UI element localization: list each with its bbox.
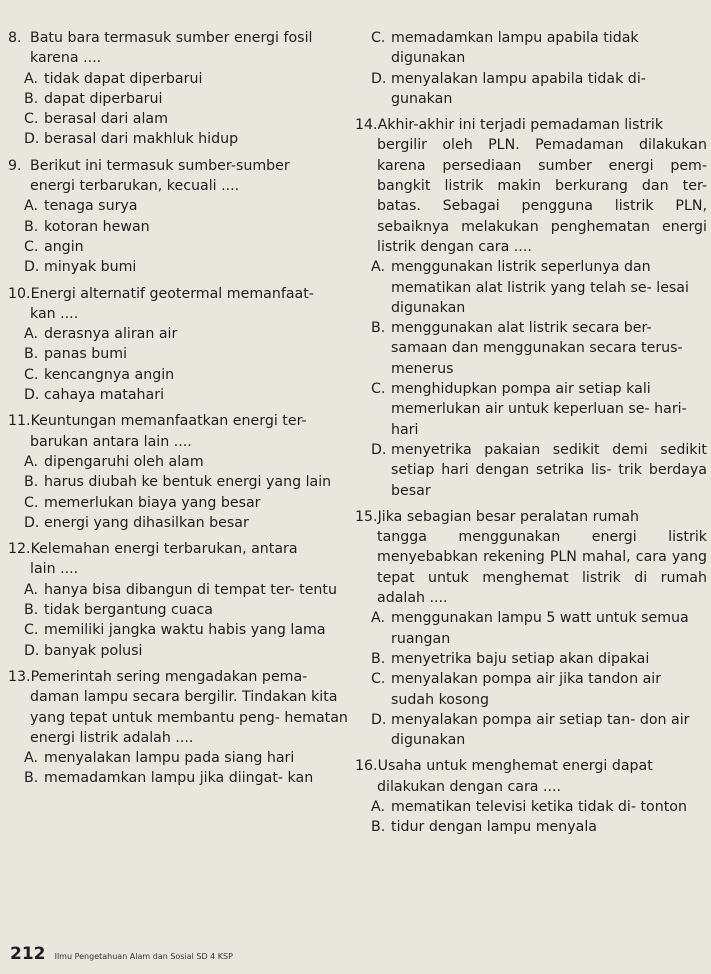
option-text: berasal dari alam — [44, 111, 168, 128]
option-c[interactable] — [8, 109, 350, 129]
option-text: memiliki jangka waktu habis yang lama — [44, 622, 326, 639]
question-number: 13. — [8, 668, 31, 685]
option-text: mematikan televisi ketika tidak di- tonton — [391, 798, 687, 815]
option-text: menyalakan lampu apabila tidak di- gunakan — [391, 70, 646, 107]
option-c[interactable] — [8, 365, 350, 385]
option-letter: B. — [371, 650, 386, 667]
option-text: menggunakan listrik seperlunya dan mematikan alat listrik yang telah se- lesai digunakan — [391, 259, 689, 316]
option-text: cahaya matahari — [44, 387, 165, 404]
option-letter: D. — [371, 70, 387, 87]
option-text: angin — [44, 238, 84, 255]
stem-continuation: tangga menggunakan energi listrik menyebabkan rekening PLN mahal, cara yang tepat untuk menghemat listrik di rumah adalah .... — [377, 529, 707, 607]
question-stem — [8, 28, 350, 48]
option-d[interactable] — [8, 385, 350, 405]
option-letter: D. — [24, 131, 40, 148]
option-c[interactable] — [355, 379, 707, 440]
question-13 — [8, 667, 350, 789]
option-letter: A. — [24, 70, 38, 87]
option-text: kencangnya angin — [44, 366, 175, 383]
option-text: hanya bisa dibangun di tempat ter- tentu — [44, 581, 337, 598]
option-text: kotoran hewan — [44, 218, 150, 235]
option-letter: C. — [24, 622, 39, 639]
stem-line: Batu bara termasuk sumber energi fosil — [30, 30, 313, 46]
option-letter: B. — [24, 346, 39, 363]
left-column — [8, 28, 350, 789]
option-text: berasal dari makhluk hidup — [44, 131, 239, 148]
option-a[interactable] — [8, 69, 350, 89]
option-d[interactable] — [8, 513, 350, 533]
option-text: tidak bergantung cuaca — [44, 602, 213, 619]
option-text: tidur dengan lampu menyala — [391, 819, 598, 836]
option-letter: B. — [24, 602, 39, 619]
option-text: minyak bumi — [44, 259, 137, 276]
option-letter: C. — [24, 366, 39, 383]
option-letter: A. — [371, 798, 385, 815]
option-a[interactable] — [8, 452, 350, 472]
question-number: 16. — [355, 758, 378, 775]
question-13-continued — [355, 28, 707, 109]
question-8 — [8, 28, 350, 150]
option-letter: D. — [24, 259, 40, 276]
option-b[interactable] — [8, 89, 350, 109]
option-letter: D. — [24, 642, 40, 659]
stem-continuation: energi terbarukan, kecuali .... — [30, 178, 240, 195]
option-c[interactable] — [8, 620, 350, 640]
option-letter: D. — [24, 514, 40, 531]
stem-line: Kelemahan energi terbarukan, antara — [30, 541, 298, 558]
option-a[interactable] — [355, 797, 707, 817]
option-d[interactable] — [8, 641, 350, 661]
option-letter: D. — [371, 441, 387, 458]
stem-continuation: lain .... — [30, 561, 79, 578]
question-number: 14. — [355, 117, 378, 134]
question-number: 10. — [8, 285, 31, 302]
question-number: 11. — [8, 413, 31, 430]
option-letter: D. — [24, 387, 40, 404]
option-d[interactable] — [8, 257, 350, 277]
question-number: 12. — [8, 541, 31, 558]
option-b[interactable] — [8, 472, 350, 492]
question-stem — [355, 756, 707, 776]
option-text: memerlukan biaya yang besar — [44, 494, 261, 511]
right-column — [355, 28, 707, 838]
question-15 — [355, 507, 707, 751]
option-letter: C. — [24, 238, 39, 255]
stem-continuation: kan .... — [30, 305, 79, 322]
option-text: memadamkan lampu apabila tidak digunakan — [391, 30, 639, 67]
option-b[interactable] — [355, 817, 707, 837]
question-10 — [8, 284, 350, 406]
option-d[interactable] — [355, 710, 707, 751]
option-text: dipengaruhi oleh alam — [44, 453, 204, 470]
question-stem — [8, 539, 350, 559]
stem-line: Berikut ini termasuk sumber-sumber — [30, 157, 290, 174]
option-text: derasnya aliran air — [44, 326, 178, 343]
option-b[interactable] — [355, 318, 707, 379]
question-stem — [8, 667, 350, 687]
question-stem — [8, 284, 350, 304]
option-a[interactable] — [8, 324, 350, 344]
option-text: banyak polusi — [44, 642, 143, 659]
option-b[interactable] — [8, 344, 350, 364]
book-source: Ilmu Pengetahuan Alam dan Sosial SD 4 KSP — [54, 952, 233, 961]
question-12 — [8, 539, 350, 661]
stem-continuation: bergilir oleh PLN. Pemadaman dilakukan karena persediaan sumber energi pem- bangkit listrik makin berkurang dan ter- batas. Sebagai pengguna listrik PLN, sebaiknya melakukan penghematan energi listrik dengan cara .... — [377, 137, 707, 255]
option-d[interactable] — [355, 440, 707, 501]
option-letter: A. — [371, 610, 385, 627]
option-d[interactable] — [8, 129, 350, 149]
option-text: tidak dapat diperbarui — [44, 70, 203, 87]
option-letter: B. — [24, 770, 39, 787]
option-text: menyetrika pakaian sedikit demi sedikit setiap hari dengan setrika lis- trik berdaya besar — [391, 441, 707, 499]
option-text: menghidupkan pompa air setiap kali memerlukan air untuk keperluan se- hari-hari — [391, 381, 687, 438]
option-text: panas bumi — [44, 346, 128, 363]
option-c[interactable] — [355, 669, 707, 710]
option-text: energi yang dihasilkan besar — [44, 514, 249, 531]
option-b[interactable] — [355, 649, 707, 669]
stem-line: Akhir-akhir ini terjadi pemadaman listrik — [377, 117, 664, 134]
option-c[interactable] — [8, 237, 350, 257]
option-text: memadamkan lampu jika diingat- kan — [44, 770, 314, 787]
page-footer — [10, 944, 233, 964]
page-number: 212 — [10, 944, 46, 964]
stem-line: Usaha untuk menghemat energi dapat — [377, 758, 653, 775]
option-letter: C. — [371, 381, 386, 398]
option-letter: B. — [371, 320, 386, 337]
option-letter: A. — [24, 198, 38, 215]
question-14 — [355, 115, 707, 501]
option-letter: B. — [371, 819, 386, 836]
option-text: tenaga surya — [44, 198, 138, 215]
option-text: dapat diperbarui — [44, 90, 163, 107]
question-11 — [8, 411, 350, 533]
option-letter: A. — [24, 581, 38, 598]
option-letter: B. — [24, 90, 39, 107]
option-letter: A. — [24, 453, 38, 470]
option-letter: C. — [24, 111, 39, 128]
stem-continuation: karena .... — [30, 50, 102, 67]
stem-line: Pemerintah sering mengadakan pema- — [30, 668, 308, 685]
question-stem — [8, 411, 350, 431]
option-letter: A. — [24, 326, 38, 343]
option-text: menyalakan pompa air setiap tan- don air digunakan — [391, 711, 690, 749]
stem-line: Jika sebagian besar peralatan rumah — [377, 508, 639, 525]
option-letter: A. — [371, 259, 385, 276]
option-a[interactable] — [355, 257, 707, 318]
stem-line: Energi alternatif geotermal memanfaat- — [30, 285, 314, 302]
option-letter: B. — [24, 474, 39, 491]
option-text: menyalakan pompa air jika tandon air sudah kosong — [391, 671, 662, 708]
option-a[interactable] — [8, 748, 350, 768]
option-b[interactable] — [8, 217, 350, 237]
stem-continuation: daman lampu secara bergilir. Tindakan kita yang tepat untuk membantu peng- hematan energi listrik adalah .... — [30, 689, 348, 746]
option-text: harus diubah ke bentuk energi yang lain — [44, 474, 332, 491]
option-a[interactable] — [8, 196, 350, 216]
question-9 — [8, 156, 350, 278]
option-b[interactable] — [8, 600, 350, 620]
question-number: 9. — [8, 157, 22, 174]
option-text: menyalakan lampu pada siang hari — [44, 750, 295, 767]
stem-line: Keuntungan memanfaatkan energi ter- — [30, 413, 307, 430]
stem-continuation: barukan antara lain .... — [30, 433, 192, 450]
option-a[interactable] — [8, 580, 350, 600]
question-stem — [8, 156, 350, 176]
option-a[interactable] — [355, 608, 707, 649]
question-stem — [355, 115, 707, 135]
option-c[interactable] — [355, 28, 707, 69]
option-d[interactable] — [355, 69, 707, 110]
question-stem — [355, 507, 707, 527]
question-number: 15. — [355, 508, 378, 525]
option-letter: B. — [24, 218, 39, 235]
option-letter: C. — [371, 671, 386, 688]
option-c[interactable] — [8, 493, 350, 513]
option-b[interactable] — [8, 768, 350, 788]
option-letter: C. — [24, 494, 39, 511]
option-text: menyetrika baju setiap akan dipakai — [391, 650, 650, 667]
option-text: menggunakan alat listrik secara ber- samaan dan menggunakan secara terus-menerus — [391, 320, 683, 377]
question-number: 8. — [8, 30, 22, 46]
question-16 — [355, 756, 707, 837]
option-letter: C. — [371, 30, 386, 46]
option-letter: A. — [24, 750, 38, 767]
option-text: menggunakan lampu 5 watt untuk semua ruangan — [391, 610, 689, 647]
stem-continuation: dilakukan dengan cara .... — [377, 778, 562, 795]
option-letter: D. — [371, 711, 387, 728]
